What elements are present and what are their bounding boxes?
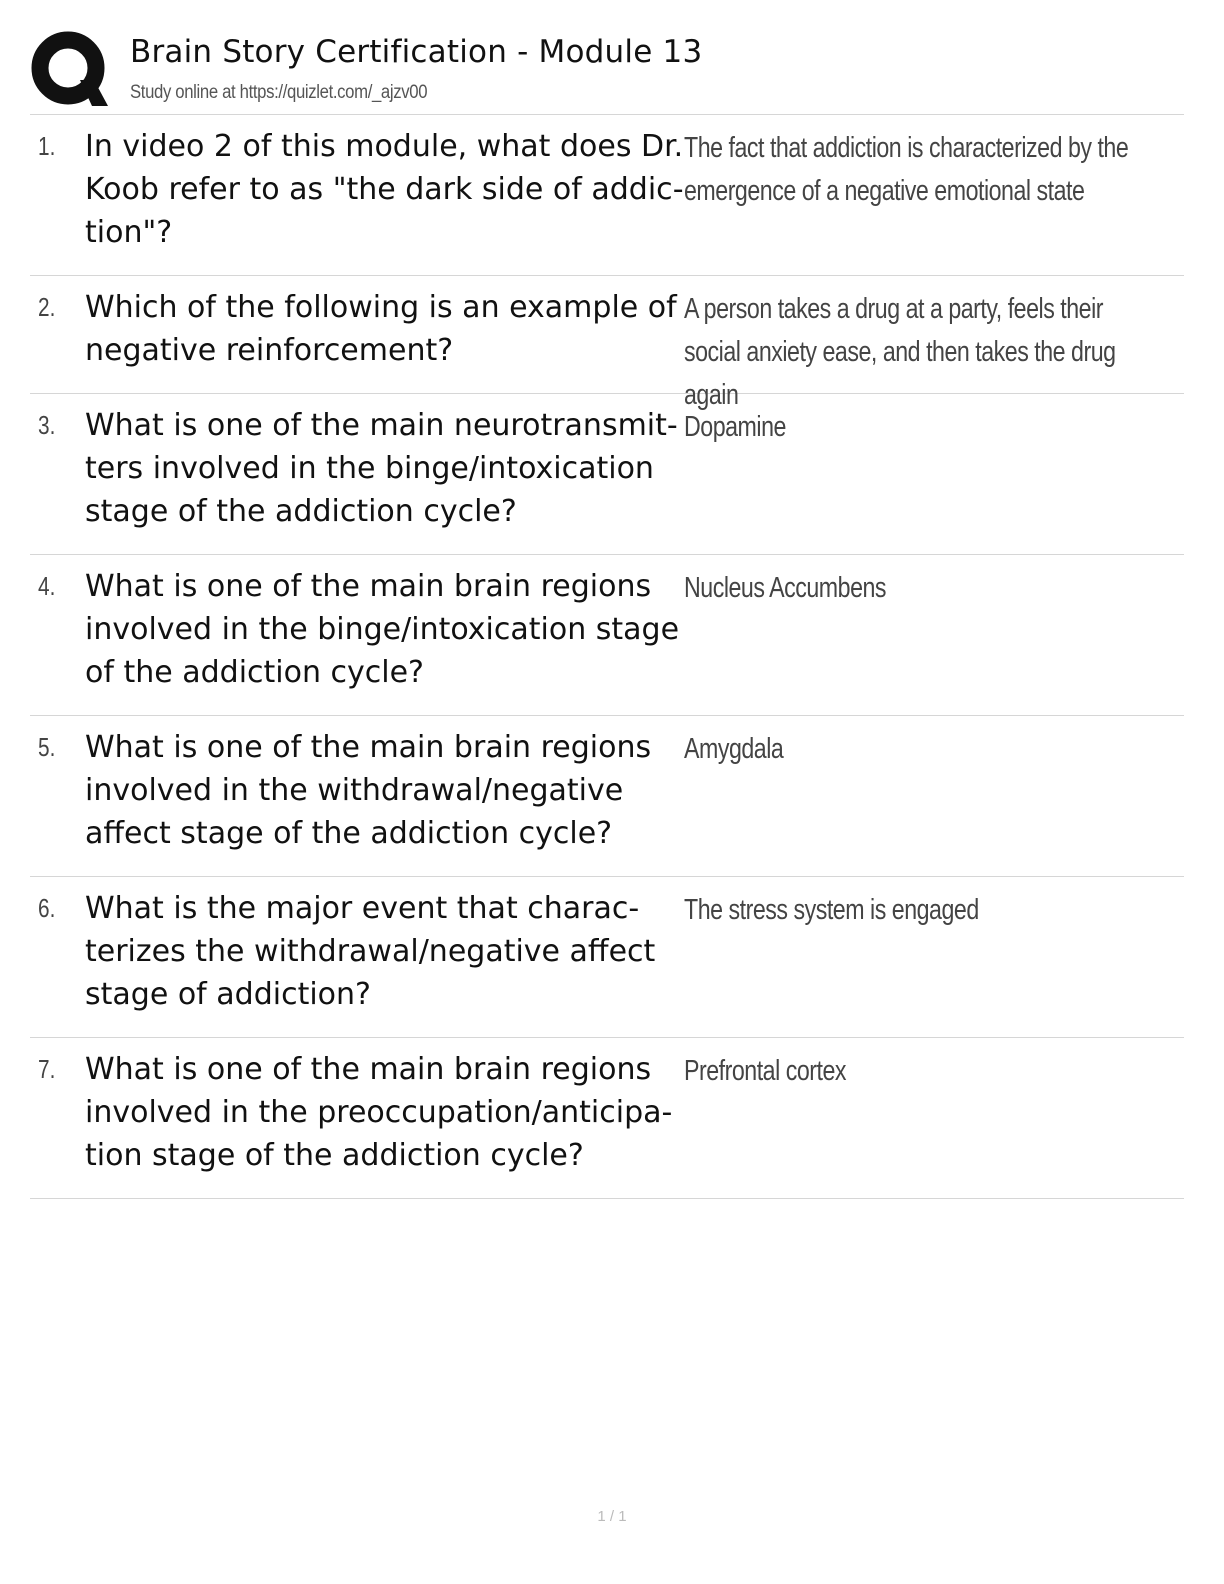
card-term: In video 2 of this module, what does Dr. Koob refer to as "the dark side of addiction"?	[85, 129, 684, 250]
card-definition: Prefrontal cortex	[684, 1055, 847, 1087]
card-definition: Dopamine	[684, 411, 786, 443]
card-number: 1.	[38, 131, 56, 161]
card-term: What is one of the main brain regions involved in the withdrawal/negative affect stage of the addiction cycle?	[85, 730, 652, 851]
card-term: What is one of the main brain regions involved in the binge/intoxication stage of the addiction cycle?	[85, 569, 680, 690]
flashcard-row	[30, 716, 1184, 877]
card-number: 7.	[38, 1054, 56, 1084]
page-title: Brain Story Certification - Module 13	[130, 34, 703, 70]
study-link[interactable]: Study online at https://quizlet.com/_ajzv00	[130, 82, 428, 103]
card-definition: The fact that addiction is characterized by the emergence of a negative emotional state	[684, 132, 1129, 207]
card-number: 4.	[38, 571, 56, 601]
card-definition: A person takes a drug at a party, feels their social anxiety ease, and then takes the drug again	[684, 293, 1116, 411]
page-number: 1 / 1	[597, 1508, 627, 1525]
card-definition: The stress system is engaged	[684, 894, 979, 926]
card-number: 5.	[38, 732, 56, 762]
flashcard-list	[30, 115, 1184, 1199]
flashcard-row	[30, 115, 1184, 276]
flashcard-row	[30, 394, 1184, 555]
flashcard-row	[30, 276, 1184, 411]
card-definition: Amygdala	[684, 733, 784, 765]
page-header	[30, 28, 1184, 115]
card-term: What is one of the main brain regions involved in the preoccupation/anticipation stage of the addiction cycle?	[85, 1052, 673, 1173]
card-number: 2.	[38, 292, 56, 322]
card-number: 6.	[38, 893, 56, 923]
flashcard-row	[30, 555, 1184, 716]
card-term: Which of the following is an example of negative reinforcement?	[85, 290, 677, 368]
card-term: What is one of the main neurotransmitters involved in the binge/intoxication stage of the addiction cycle?	[85, 408, 678, 529]
card-definition: Nucleus Accumbens	[684, 572, 887, 604]
flashcard-row	[30, 877, 1184, 1038]
card-term: What is the major event that characterizes the withdrawal/negative affect stage of addiction?	[85, 891, 656, 1012]
quizlet-logo-icon	[30, 30, 110, 110]
flashcard-row	[30, 1038, 1184, 1199]
card-number: 3.	[38, 410, 56, 440]
